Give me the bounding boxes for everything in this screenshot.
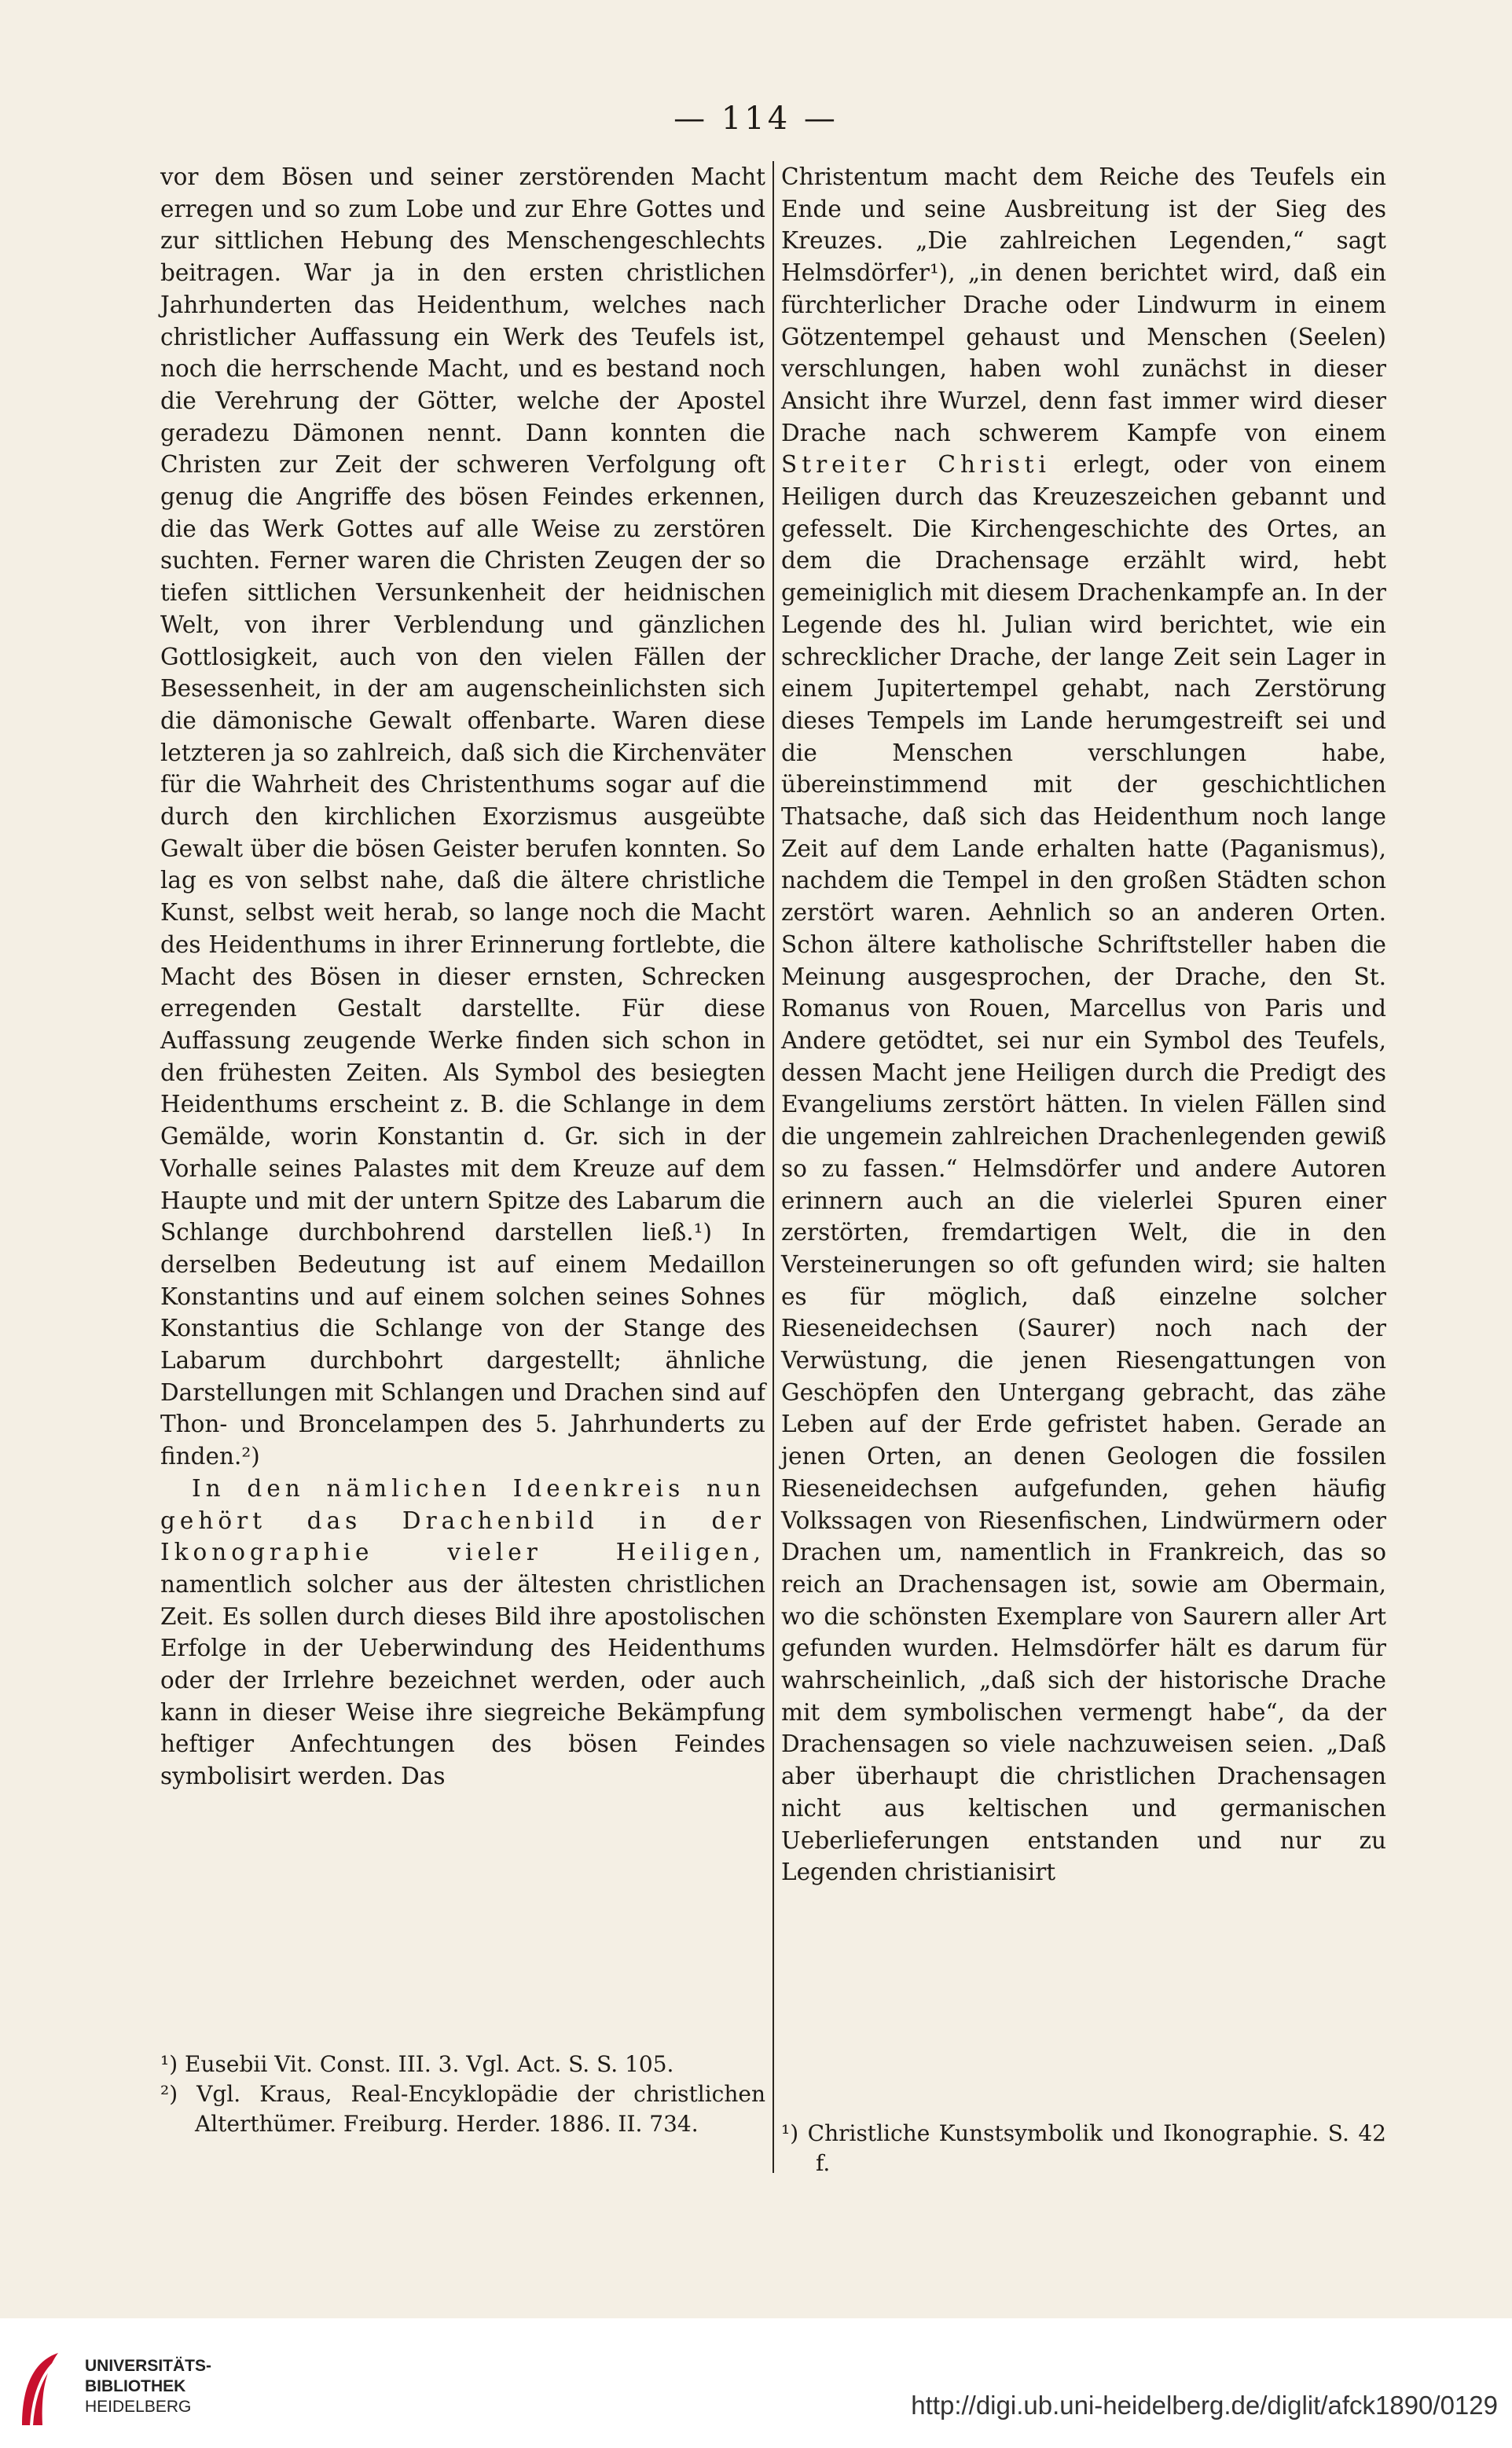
spaced-emphasis: Streiter Christi (781, 451, 1051, 479)
paragraph-text: namentlich solcher aus der ältesten christlichen Zeit. Es sollen durch dieses Bild ihre apostolischen Erfolge in der Ueberwindung des Heidenthums oder der Irrlehre bezeichnet werden, oder auch kann in dieser Weise ihre siegreiche Bekämpfung heftiger Anfechtungen des bösen Feindes symbolisirt werden. Das (160, 1570, 765, 1790)
library-logo-icon (14, 2347, 66, 2433)
column-divider (773, 161, 774, 2173)
footnote: ²) Vgl. Kraus, Real-Encyklopädie der christlichen Alterthümer. Freiburg. Herder. 1886. II. 734. (160, 2081, 765, 2137)
right-footnotes (781, 2119, 1386, 2178)
spaced-emphasis: In den nämlichen Ideenkreis nun gehört das Drachenbild in der Ikonographie vieler Heiligen, (160, 1474, 765, 1566)
library-name-line: HEIDELBERG (85, 2398, 192, 2416)
left-footnotes (160, 2050, 765, 2139)
paragraph (781, 161, 1386, 1888)
paragraph-text: erlegt, oder von einem Heiligen durch das Kreuzeszeichen gebannt und gefesselt. Die Kirchengeschichte des Ortes, an dem die Drachensage erzählt wird, hebt gemeiniglich mit diesem Drachenkampfe an. In der Legende des hl. Julian wird berichtet, wie ein schrecklicher Drache, der lange Zeit sein Lager in einem Jupitertempel gehabt, nach Zerstörung dieses Tempels im Lande herumgestreift sei und die Menschen verschlungen habe, übereinstimmend mit der geschichtlichen Thatsache, daß sich das Heidenthum noch lange Zeit auf dem Lande erhalten hatte (Paganismus), nachdem die Tempel in den großen Städten schon zerstört waren. Aehnlich so an anderen Orten. Schon ältere katholische Schriftsteller haben die Meinung ausgesprochen, der Drache, den St. Romanus von Rouen, Marcellus von Paris und Andere getödtet, sei nur ein Symbol des Teufels, dessen Macht jene Heiligen durch die Predigt des Evangeliums zerstört hätten. In vielen Fällen sind die ungemein zahlreichen Drachenlegenden gewiß so zu fassen.“ Helmsdörfer und andere Autoren erinnern auch an die vielerlei Spuren einer zerstörten, fremdartigen Welt, die in den Versteinerungen so oft gefunden wird; sie halten es für möglich, daß einzelne solcher Rieseneidechsen (Saurer) noch nach der Verwüstung, die jenen Riesengattungen von Geschöpfen den Untergang gebracht, das zähe Leben auf der Erde gefristet haben. Gerade an jenen Orten, an denen Geologen die fossilen Rieseneidechsen aufgefunden, gehen häufig Volkssagen von Riesenfischen, Lindwürmern oder Drachen um, namentlich in Frankreich, das so reich an Drachensagen ist, sowie am Obermain, wo die schönsten Exemplare von Saurern aller Art gefunden wurden. Helmsdörfer hält es darum für wahrscheinlich, „daß sich der historische Drache mit dem symbolischen vermengt habe“, da der Drachensagen so viele nachzuweisen seien. „Daß aber überhaupt die christlichen Drachensagen nicht aus keltischen und germanischen Ueberlieferungen entstanden und nur zu Legenden christianisirt (781, 451, 1386, 1886)
right-column (781, 161, 1386, 1888)
library-name-line: BIBLIOTHEK (85, 2377, 186, 2395)
paragraph-text: Christentum macht dem Reiche des Teufels ein Ende und seine Ausbreitung ist der Sieg des Kreuzes. „Die zahlreichen Legenden,“ sagt Helmsdörfer¹), „in denen berichtet wird, daß ein fürchterlicher Drache oder Lindwurm in einem Götzentempel gehaust und Menschen (Seelen) verschlungen, haben wohl zunächst in dieser Ansicht ihre Wurzel, denn fast immer wird dieser Drache nach schwerem Kampfe von einem (781, 163, 1386, 446)
paragraph: vor dem Bösen und seiner zerstörenden Macht erregen und so zum Lobe und zur Ehre Gottes und zur sittlichen Hebung des Menschengeschlechts beitragen. War ja in den ersten christlichen Jahrhunderten das Heidenthum, welches nach christlicher Auffassung ein Werk des Teufels ist, noch die herrschende Macht, und es bestand noch die Verehrung der Götter, welche der Apostel geradezu Dämonen nennt. Dann konnten die Christen zur Zeit der schweren Verfolgung oft genug die Angriffe des bösen Feindes erkennen, die das Werk Gottes auf alle Weise zu zerstören suchten. Ferner waren die Christen Zeugen der so tiefen sittlichen Versunkenheit der heidnischen Welt, von ihrer Verblendung und gänzlichen Gottlosigkeit, auch von den vielen Fällen der Besessenheit, in der am augenscheinlichsten sich die dämonische Gewalt offenbarte. Waren diese letzteren ja so zahlreich, daß sich die Kirchenväter für die Wahrheit des Christenthums sogar auf die durch den kirchlichen Exorzismus ausgeübte Gewalt über die bösen Geister berufen konnten. So lag es von selbst nahe, daß die ältere christliche Kunst, selbst weit herab, so lange noch die Macht des Heidenthums in ihrer Erinnerung fortlebte, die Macht des Bösen in dieser ernsten, Schrecken erregenden Gestalt darstellte. Für diese Auffassung zeugende Werke finden sich schon in den frühesten Zeiten. Als Symbol des besiegten Heidenthums erscheint z. B. die Schlange in dem Gemälde, worin Konstantin d. Gr. sich in der Vorhalle seines Palastes mit dem Kreuze auf dem Haupte und mit der untern Spitze des Labarum die Schlange durchbohrend darstellen ließ.¹) In derselben Bedeutung ist auf einem Medaillon Konstantins und auf einem solchen seines Sohnes Konstantius die Schlange von der Stange des Labarum durchbohrt dargestellt; ähnliche Darstellungen mit Schlangen und Drachen sind auf Thon- und Broncelampen des 5. Jahrhunderts zu finden.²) (160, 163, 765, 1470)
footnote: ¹) Eusebii Vit. Const. III. 3. Vgl. Act. S. S. 105. (160, 2051, 674, 2077)
footnote: ¹) Christliche Kunstsymbolik und Ikonographie. S. 42 f. (781, 2120, 1386, 2176)
library-name (85, 2356, 211, 2417)
library-name-line: UNIVERSITÄTS- (85, 2357, 212, 2375)
page-number: — 114 — (673, 101, 839, 137)
paragraph (160, 1473, 765, 1793)
left-column (160, 161, 765, 1793)
source-url-link[interactable]: http://digi.ub.uni-heidelberg.de/diglit/afck1890/0129 (911, 2391, 1498, 2420)
footer (0, 2318, 1512, 2448)
